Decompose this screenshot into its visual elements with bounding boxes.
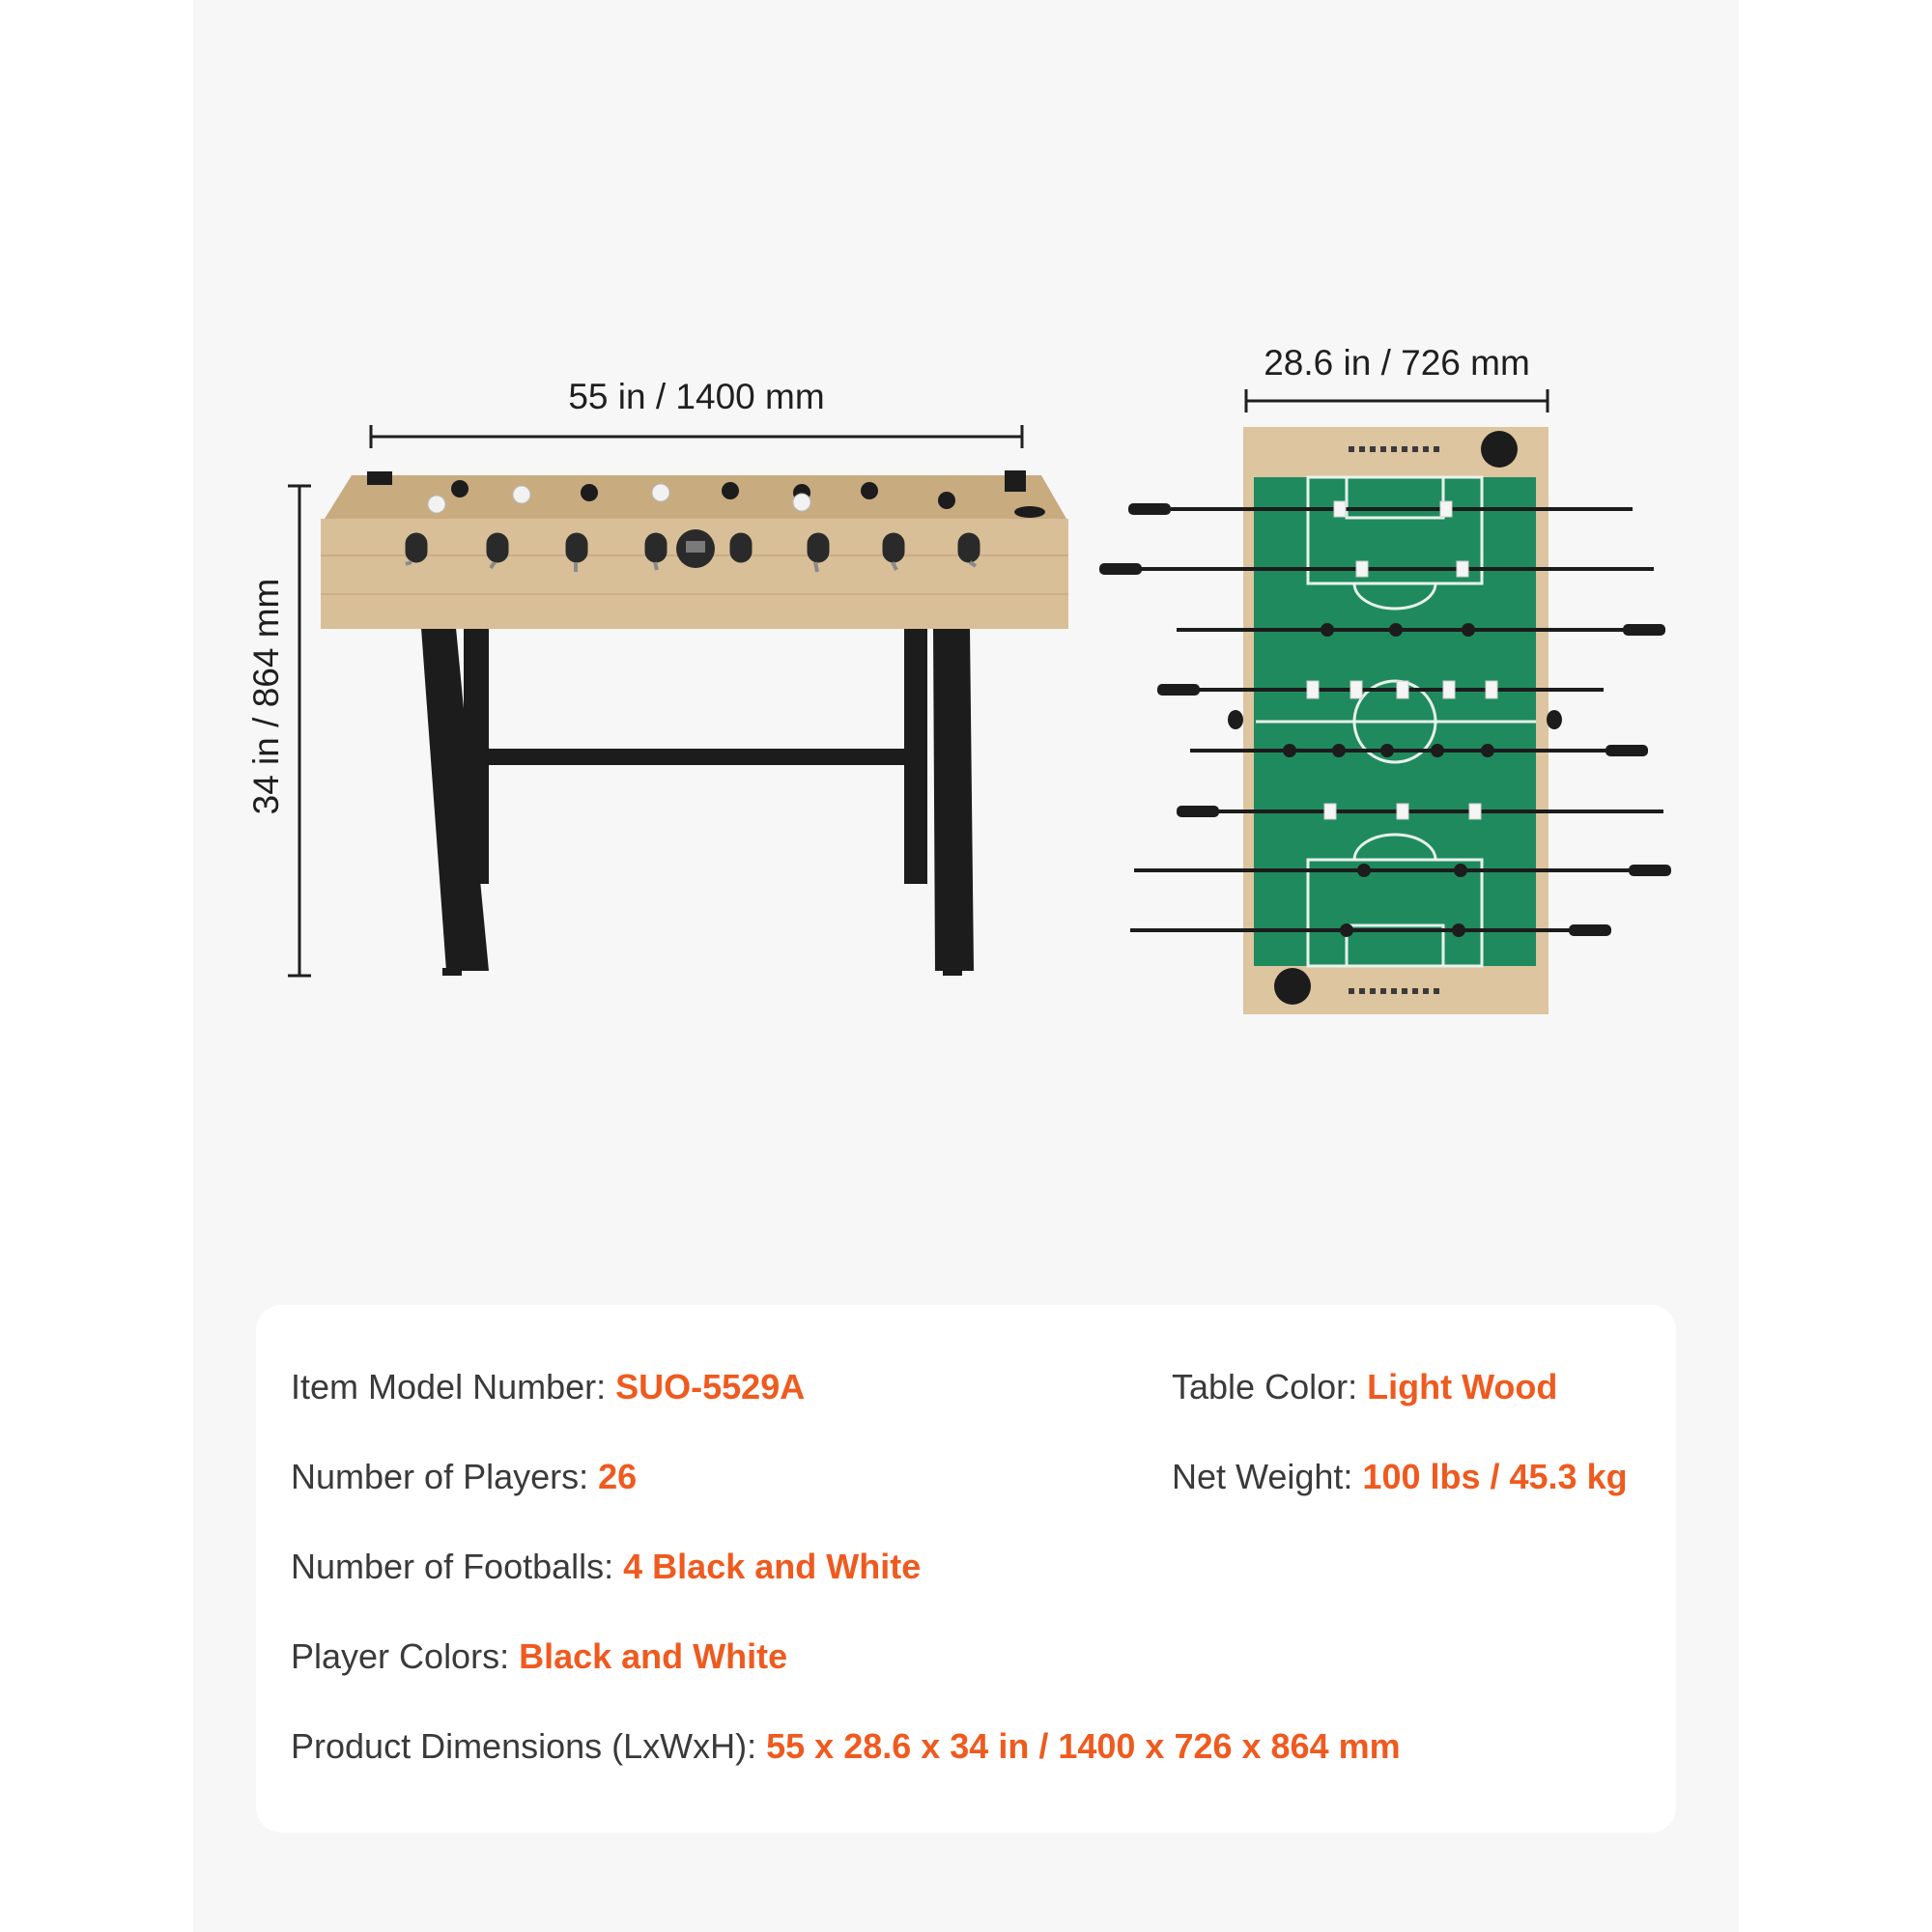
- spec-model: [291, 1367, 805, 1407]
- rod-handles: [406, 529, 980, 572]
- spec-footballs-label: Number of Footballs:: [291, 1547, 624, 1586]
- spec-product-dimensions-label: Product Dimensions (LxWxH):: [291, 1726, 767, 1766]
- spec-card: [256, 1305, 1676, 1833]
- spec-player-colors-value: Black and White: [519, 1636, 788, 1676]
- spec-product-dimensions: [291, 1726, 1401, 1767]
- spec-player-colors-label: Player Colors:: [291, 1636, 520, 1676]
- length-dimension-label: 55 in / 1400 mm: [568, 377, 825, 416]
- spec-players-label: Number of Players:: [291, 1457, 599, 1496]
- height-measure-line: [288, 486, 311, 976]
- spec-players-value: 26: [598, 1457, 638, 1496]
- table-legs: [421, 628, 974, 976]
- spec-players: [291, 1457, 637, 1497]
- spec-net-weight-label: Net Weight:: [1172, 1457, 1363, 1496]
- width-measure-line: [1246, 389, 1548, 412]
- foosball-table-front-view: [288, 425, 1068, 976]
- spec-net-weight: [1172, 1457, 1628, 1497]
- spec-model-value: SUO-5529A: [615, 1367, 806, 1406]
- spec-player-colors: [291, 1636, 787, 1677]
- spec-model-label: Item Model Number:: [291, 1367, 616, 1406]
- width-dimension-label: 28.6 in / 726 mm: [1264, 343, 1530, 383]
- height-dimension-label: 34 in / 864 mm: [246, 578, 286, 815]
- spec-net-weight-value: 100 lbs / 45.3 kg: [1362, 1457, 1628, 1496]
- foosball-table-top-view: [1099, 389, 1671, 1014]
- spec-table-color: [1172, 1367, 1557, 1407]
- spec-footballs-value: 4 Black and White: [623, 1547, 922, 1586]
- spec-product-dimensions-value: 55 x 28.6 x 34 in / 1400 x 726 x 864 mm: [766, 1726, 1401, 1766]
- spec-table-color-label: Table Color:: [1172, 1367, 1368, 1406]
- length-measure-line: [371, 425, 1022, 448]
- spec-footballs: [291, 1547, 921, 1587]
- spec-table-color-value: Light Wood: [1367, 1367, 1558, 1406]
